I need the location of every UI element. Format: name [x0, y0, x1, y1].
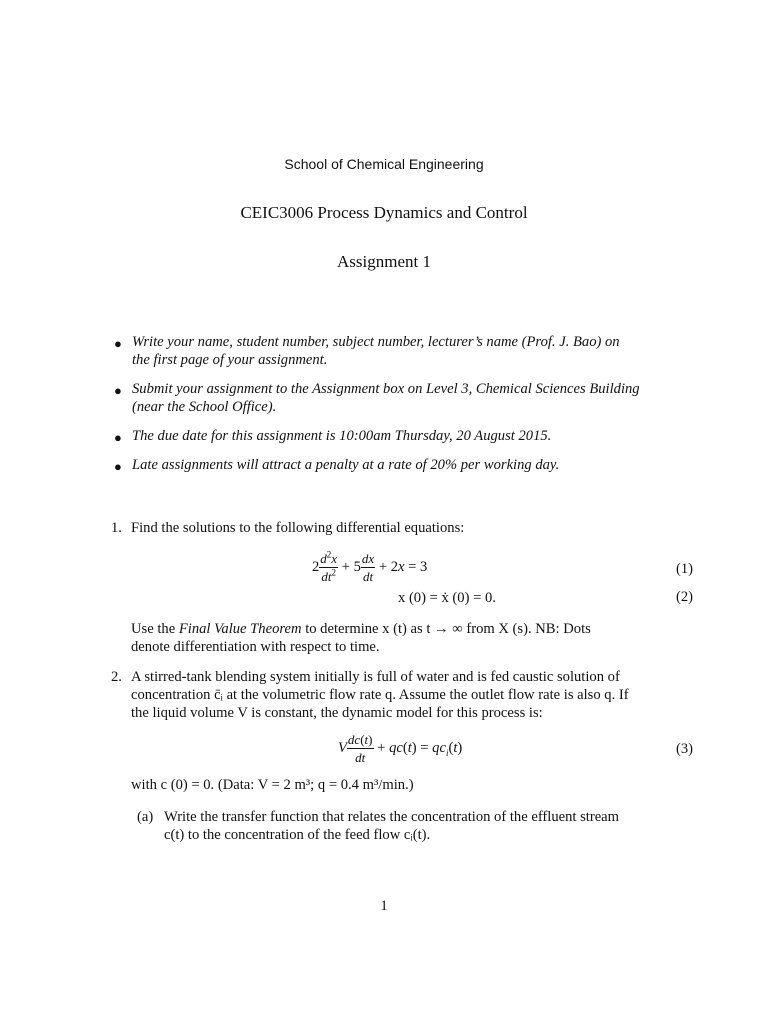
equation-1-number: (1): [676, 561, 694, 577]
bullet-2-line-2: (near the School Office).: [132, 399, 277, 415]
question-1-number: 1.: [111, 520, 122, 536]
question-2-line-1: A stirred-tank blending system initially is full of water and is fed caustic solution of: [131, 669, 620, 685]
assignment-title: Assignment 1: [337, 252, 431, 271]
bullet-icon: ●: [114, 383, 122, 398]
question-2-number: 2.: [111, 669, 122, 685]
question-1-followup-line-1: [131, 620, 591, 638]
question-2-data-line: with c (0) = 0. (Data: V = 2 m³; q = 0.4 m³/min.): [131, 777, 414, 793]
final-value-theorem-term: Final Value Theorem: [178, 621, 302, 637]
bullet-3-line-1: The due date for this assignment is 10:00am Thursday, 20 August 2015.: [132, 428, 552, 444]
followup-text-b: to determine x (t) as t → ∞ from X (s). NB: Dots: [305, 621, 591, 637]
bullet-4-line-1: Late assignments will attract a penalty at a rate of 20% per working day.: [132, 457, 560, 473]
bullet-1-line-1: Write your name, student number, subject number, lecturer’s name (Prof. J. Bao) on: [132, 334, 620, 350]
course-title: CEIC3006 Process Dynamics and Control: [240, 203, 528, 222]
question-2-line-2: concentration c̄ᵢ at the volumetric flow rate q. Assume the outlet flow rate is also q. If: [131, 687, 629, 703]
bullet-2-line-1: Submit your assignment to the Assignment box on Level 3, Chemical Sciences Building: [132, 381, 640, 397]
question-1-followup-line-2: denote differentiation with respect to time.: [131, 639, 380, 655]
bullet-icon: ●: [114, 430, 122, 445]
question-2-line-3: the liquid volume V is constant, the dynamic model for this process is:: [131, 705, 543, 721]
equation-3-number: (3): [676, 741, 694, 757]
bullet-icon: ●: [114, 459, 122, 474]
school-name: School of Chemical Engineering: [284, 156, 484, 172]
part-a-label: (a): [137, 809, 154, 825]
equation-2-number: (2): [676, 589, 694, 605]
equation-3: V $\frac{dc(t)}{dt}$ + $qc(t) = qc_i(t)$: [338, 732, 463, 765]
equation-2: x (0) = ẋ (0) = 0.: [398, 590, 496, 606]
part-a-line-2: c(t) to the concentration of the feed flow cᵢ(t).: [164, 827, 431, 843]
page-number: 1: [380, 898, 388, 914]
equation-1: 2 $\frac{d^2x}{dt^2}$ + 5 $\frac{dx}{dt}$ + 2x = 3: [312, 549, 428, 584]
followup-text-a: Use the: [131, 621, 176, 637]
question-1-intro: Find the solutions to the following differential equations:: [131, 520, 465, 536]
bullet-icon: ●: [114, 336, 122, 351]
part-a-line-1: Write the transfer function that relates the concentration of the effluent stream: [164, 809, 620, 825]
bullet-1-line-2: the first page of your assignment.: [132, 352, 328, 368]
